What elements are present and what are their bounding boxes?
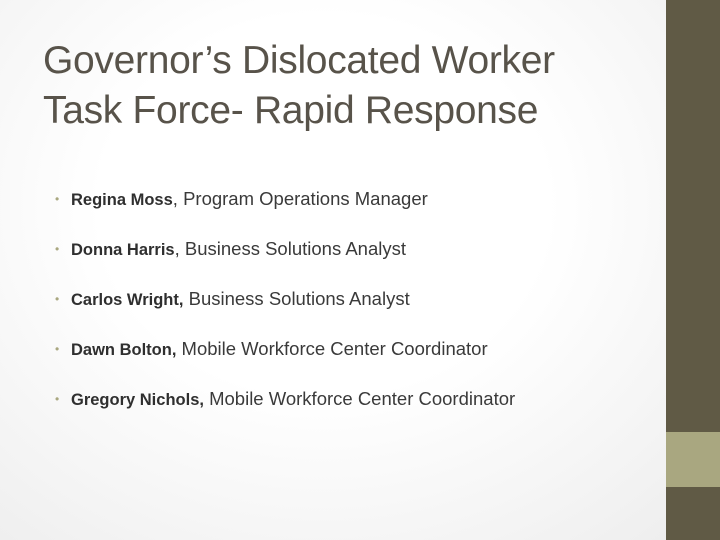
bullet-icon: •	[55, 292, 60, 306]
person-role: Program Operations Manager	[183, 188, 428, 209]
bullet-icon: •	[55, 242, 60, 256]
bullet-icon: •	[55, 192, 60, 206]
person-name: Carlos Wright,	[71, 291, 184, 309]
person-name: Donna Harris	[71, 241, 175, 259]
person-role: Mobile Workforce Center Coordinator	[181, 338, 488, 359]
person-name: Dawn Bolton,	[71, 341, 177, 359]
person-role: Business Solutions Analyst	[184, 238, 406, 259]
list-item	[55, 238, 655, 288]
bullet-icon: •	[55, 392, 60, 406]
person-name: Regina Moss	[71, 191, 173, 209]
bullet-icon: •	[55, 342, 60, 356]
side-bar-accent	[666, 432, 720, 487]
slide-title-line-2: Task Force- Rapid Response	[43, 89, 539, 132]
person-role: Business Solutions Analyst	[188, 288, 410, 309]
list-item	[55, 338, 655, 388]
side-bar-top	[666, 0, 720, 432]
name-separator: ,	[172, 188, 184, 209]
bullet-list	[55, 188, 655, 438]
slide-title-line-1: Governor’s Dislocated Worker	[43, 39, 555, 82]
name-separator: ,	[174, 238, 185, 259]
list-item	[55, 188, 655, 238]
person-role: Mobile Workforce Center Coordinator	[209, 388, 516, 409]
person-name: Gregory Nichols,	[71, 391, 204, 409]
side-bar-bottom	[666, 487, 720, 540]
slide-title	[43, 36, 653, 136]
list-item	[55, 288, 655, 338]
list-item	[55, 388, 655, 438]
